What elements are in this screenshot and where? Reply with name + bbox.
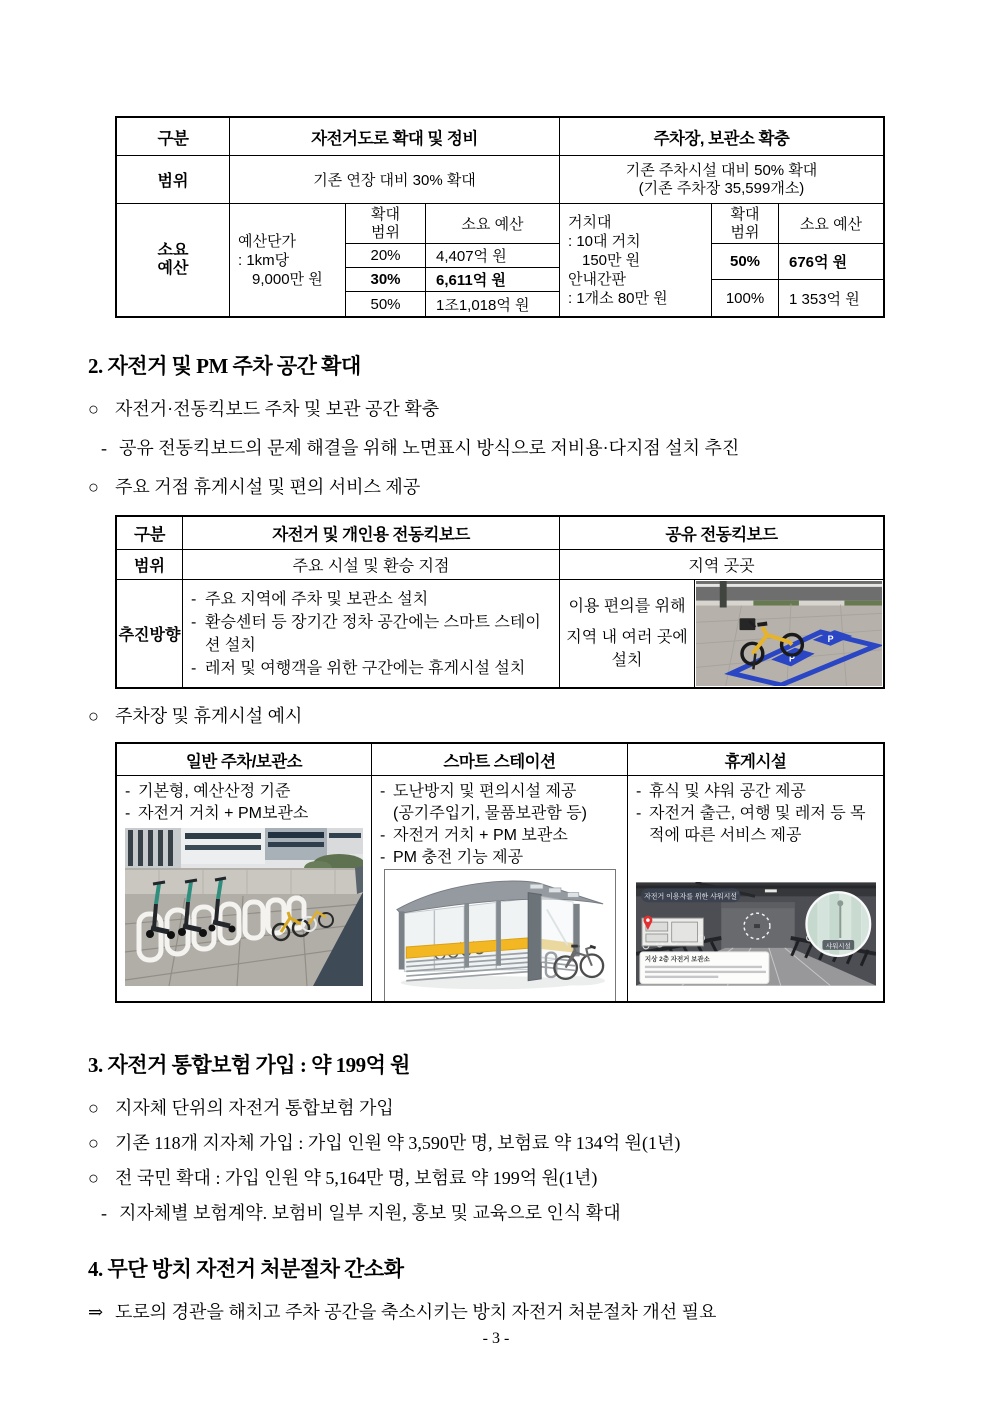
outdoor-rack-photo bbox=[125, 828, 363, 986]
caption-box-title: 지상 2층 자전거 보관소 bbox=[644, 955, 710, 963]
t3-cell-rest-facility: - 휴식 및 샤워 공간 제공 - 자전거 출근, 여행 및 레저 등 목적에 따른 서비스 제공 샤워시설 자전거 이용자를 위한 샤워시설 지상 2층 자전거 보관소 bbox=[628, 776, 883, 1001]
caption-box bbox=[639, 952, 768, 984]
t1-row-30-amount: 6,611억 원 bbox=[426, 268, 560, 292]
t1-subheader-budget-right: 소요 예산 bbox=[779, 204, 883, 244]
front-column bbox=[528, 893, 541, 981]
t1-row-r50-range: 50% bbox=[712, 244, 779, 280]
t2-header-personal: 자전거 및 개인용 전동킥보드 bbox=[183, 517, 560, 550]
t3-header-general: 일반 주차/보관소 bbox=[117, 744, 372, 776]
t1-row-20-range: 20% bbox=[346, 244, 426, 268]
t2-bullet-1: - 환승센터 등 장기간 정차 공간에는 스마트 스테이션 설치 bbox=[191, 613, 541, 654]
circle-bullet: ○ bbox=[88, 1133, 99, 1153]
t1-scope-right bbox=[560, 156, 883, 204]
t1-row-30-range: 30% bbox=[346, 268, 426, 292]
shower-inset-label: 샤워시설 bbox=[825, 942, 851, 950]
circle-bullet: ○ bbox=[88, 706, 99, 726]
floorplan-diagram bbox=[641, 916, 702, 946]
t1-header-category: 구분 bbox=[117, 118, 230, 156]
t3-cell-general: - 기본형, 예산산정 기준 - 자전거 거치 + PM보관소 bbox=[117, 776, 372, 1001]
t2-bullet-2: - 레저 및 여행객을 위한 구간에는 휴게시설 설치 bbox=[191, 659, 526, 677]
t1-row-r50-amount: 676억 원 bbox=[779, 244, 883, 280]
section4-item-0: ⇒ 도로의 경관을 해치고 주차 공간을 축소시키는 방치 자전거 처분절차 개선 필요 bbox=[88, 1299, 904, 1326]
facility-examples-table bbox=[115, 742, 885, 1003]
section2-item-0: ○ 자전거·전동킥보드 주차 및 보관 공간 확충 bbox=[88, 396, 904, 423]
smart-station-render bbox=[387, 872, 613, 992]
t1-header-bike-road: 자전거도로 확대 및 정비 bbox=[230, 118, 560, 156]
dash-bullet: - bbox=[101, 438, 107, 458]
t1-scope-right-line1: 기존 주차시설 대비 50% 확대 bbox=[625, 161, 818, 179]
photo-badge-label: 자전거 이용자를 위한 샤워시설 bbox=[643, 893, 737, 901]
t3-cell-smart-station: - 도난방지 및 편의시설 제공 (공기주입기, 물품보관함 등) - 자전거 거치 + PM 보관소 - PM 충전 기능 제공 bbox=[372, 776, 628, 1001]
t3-header-smart-station: 스마트 스테이션 bbox=[372, 744, 628, 776]
t3-header-rest-facility: 휴게시설 bbox=[628, 744, 883, 776]
kickboard-table bbox=[115, 515, 885, 689]
double-arrow-bullet: ⇒ bbox=[88, 1302, 104, 1322]
circle-bullet: ○ bbox=[88, 1098, 99, 1118]
concrete-wall bbox=[125, 868, 363, 894]
section2-example-item: ○ 주차장 및 휴게시설 예시 bbox=[88, 703, 904, 730]
grass-strip bbox=[753, 601, 799, 606]
t2-direction-right-text: 이용 편의를 위해 지역 내 여러 곳에 설치 bbox=[560, 580, 695, 687]
t1-scope-label: 범위 bbox=[117, 156, 230, 204]
t1-scope-right-line2: (기존 주차장 35,599개소) bbox=[638, 179, 805, 197]
t2-scope-right: 지역 곳곳 bbox=[560, 550, 883, 580]
t2-scope-label: 범위 bbox=[117, 550, 183, 580]
t2-photo-cell bbox=[695, 580, 883, 687]
t1-scope-left: 기존 연장 대비 30% 확대 bbox=[230, 156, 560, 204]
shared-kickboard-parking-photo bbox=[696, 581, 882, 686]
t1-subheader-budget-left: 소요 예산 bbox=[426, 204, 560, 244]
t1-row-50-amount: 1조1,018억 원 bbox=[426, 292, 560, 316]
section4-title: 4. 무단 방치 자전거 처분절차 간소화 bbox=[88, 1257, 404, 1281]
section3-item-2: ○ 전 국민 확대 : 가입 인원 약 5,164만 명, 보험료 약 199억 원(1년) bbox=[88, 1165, 904, 1192]
parking-p-mark: P bbox=[788, 653, 795, 664]
dash-bullet: - bbox=[101, 1203, 107, 1223]
t2-header-shared: 공유 전동킥보드 bbox=[560, 517, 883, 550]
circle-bullet: ○ bbox=[88, 1168, 99, 1188]
t1-subheader-range-right: 확대 범위 bbox=[712, 204, 779, 244]
section3-title: 3. 자전거 통합보험 가입 : 약 199억 원 bbox=[88, 1053, 410, 1077]
t1-header-parking: 주차장, 보관소 확충 bbox=[560, 118, 883, 156]
parking-p-mark: P bbox=[827, 633, 834, 644]
t1-budget-label: 소요 예산 bbox=[117, 204, 230, 316]
page-number: - 3 - bbox=[482, 1330, 510, 1347]
t2-header-category: 구분 bbox=[117, 517, 183, 550]
t2-bullet-0: - 주요 지역에 주차 및 보관소 설치 bbox=[191, 590, 429, 608]
circle-bullet: ○ bbox=[88, 477, 99, 497]
t2-direction-bullets bbox=[183, 580, 560, 687]
section2-item-1: - 공유 전동킥보드의 문제 해결을 위해 노면표시 방식으로 저비용·다지점 설치 추진 bbox=[88, 435, 904, 462]
t1-unit-cost-right: 거치대 : 10대 거치 150만 원 안내간판 : 1개소 80만 원 bbox=[560, 204, 712, 316]
t1-unit-cost-left: 예산단가 : 1km당 9,000만 원 bbox=[230, 204, 346, 316]
budget-table bbox=[115, 116, 885, 318]
t1-row-r100-range: 100% bbox=[712, 280, 779, 316]
section3-item-0: ○ 지자체 단위의 자전거 통합보험 가입 bbox=[88, 1095, 904, 1122]
t1-row-50-range: 50% bbox=[346, 292, 426, 316]
t1-subheader-range-left: 확대 범위 bbox=[346, 204, 426, 244]
circle-bullet: ○ bbox=[88, 399, 99, 419]
t1-row-r100-amount: 1 353억 원 bbox=[789, 290, 860, 308]
street-pole bbox=[720, 581, 727, 607]
t1-row-20-amount: 4,407억 원 bbox=[426, 244, 560, 268]
section2-item-2: ○ 주요 거점 휴게시설 및 편의 서비스 제공 bbox=[88, 474, 904, 501]
indoor-storage-photo bbox=[636, 882, 876, 986]
section3-item-1: ○ 기존 118개 지자체 가입 : 가입 인원 약 3,590만 명, 보험료 약 134억 원(1년) bbox=[88, 1130, 904, 1157]
section3-item-3: - 지자체별 보험계약. 보험비 일부 지원, 홍보 및 교육으로 인식 확대 bbox=[88, 1200, 904, 1227]
t2-direction-label: 추진 방향 bbox=[117, 580, 183, 687]
section2-title: 2. 자전거 및 PM 주차 공간 확대 bbox=[88, 354, 361, 378]
t2-scope-left: 주요 시설 및 환승 지점 bbox=[183, 550, 560, 580]
